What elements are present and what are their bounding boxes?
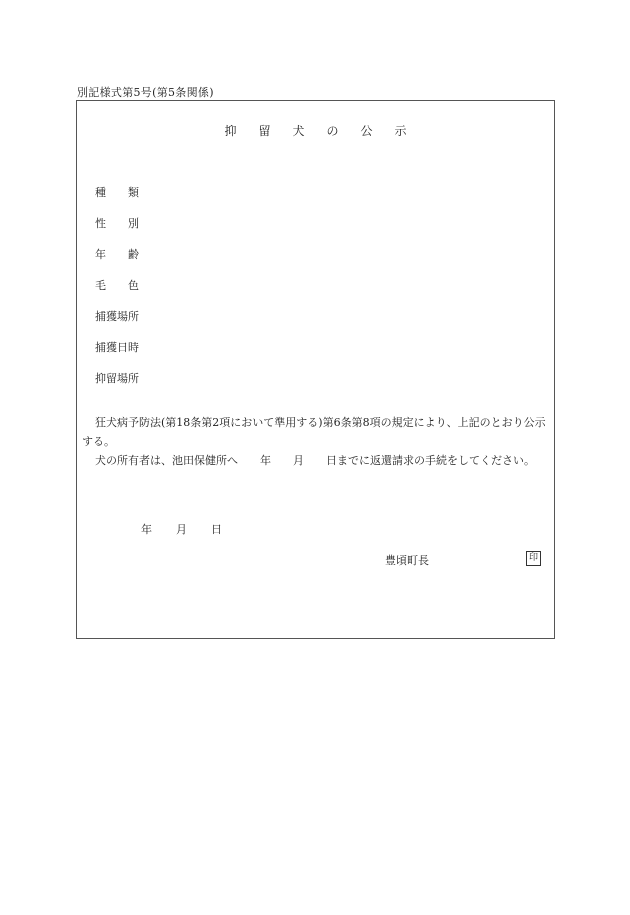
notice-date: 年 月 日 (141, 523, 222, 536)
field-age: 年 齢 (95, 248, 139, 261)
title-char: 抑 (224, 124, 237, 138)
notice-paragraph-1: 狂犬病予防法(第18条第2項において準用する)第6条第8項の規定により、上記のとおり公示する。 (82, 416, 546, 448)
notice-paragraph-2: 犬の所有者は、池田保健所へ 年 月 日までに返還請求の手続をしてください。 (95, 454, 535, 467)
form-number-label: 別記様式第5号(第5条関係) (77, 86, 214, 99)
mayor-title: 豊頃町長 (385, 554, 429, 567)
field-detention-place: 抑留場所 (95, 372, 139, 385)
field-sex: 性 別 (95, 217, 139, 230)
field-capture-datetime: 捕獲日時 (95, 341, 139, 354)
title-char: の (326, 124, 339, 138)
field-capture-place: 捕獲場所 (95, 310, 139, 323)
notice-frame (76, 100, 555, 639)
notice-title (77, 122, 554, 139)
seal-stamp: 印 (526, 551, 541, 566)
field-type: 種 類 (95, 186, 139, 199)
title-char: 犬 (292, 124, 305, 138)
title-char: 留 (258, 124, 271, 138)
field-coat-color: 毛 色 (95, 279, 139, 292)
title-char: 公 (360, 124, 373, 138)
title-char: 示 (394, 124, 407, 138)
